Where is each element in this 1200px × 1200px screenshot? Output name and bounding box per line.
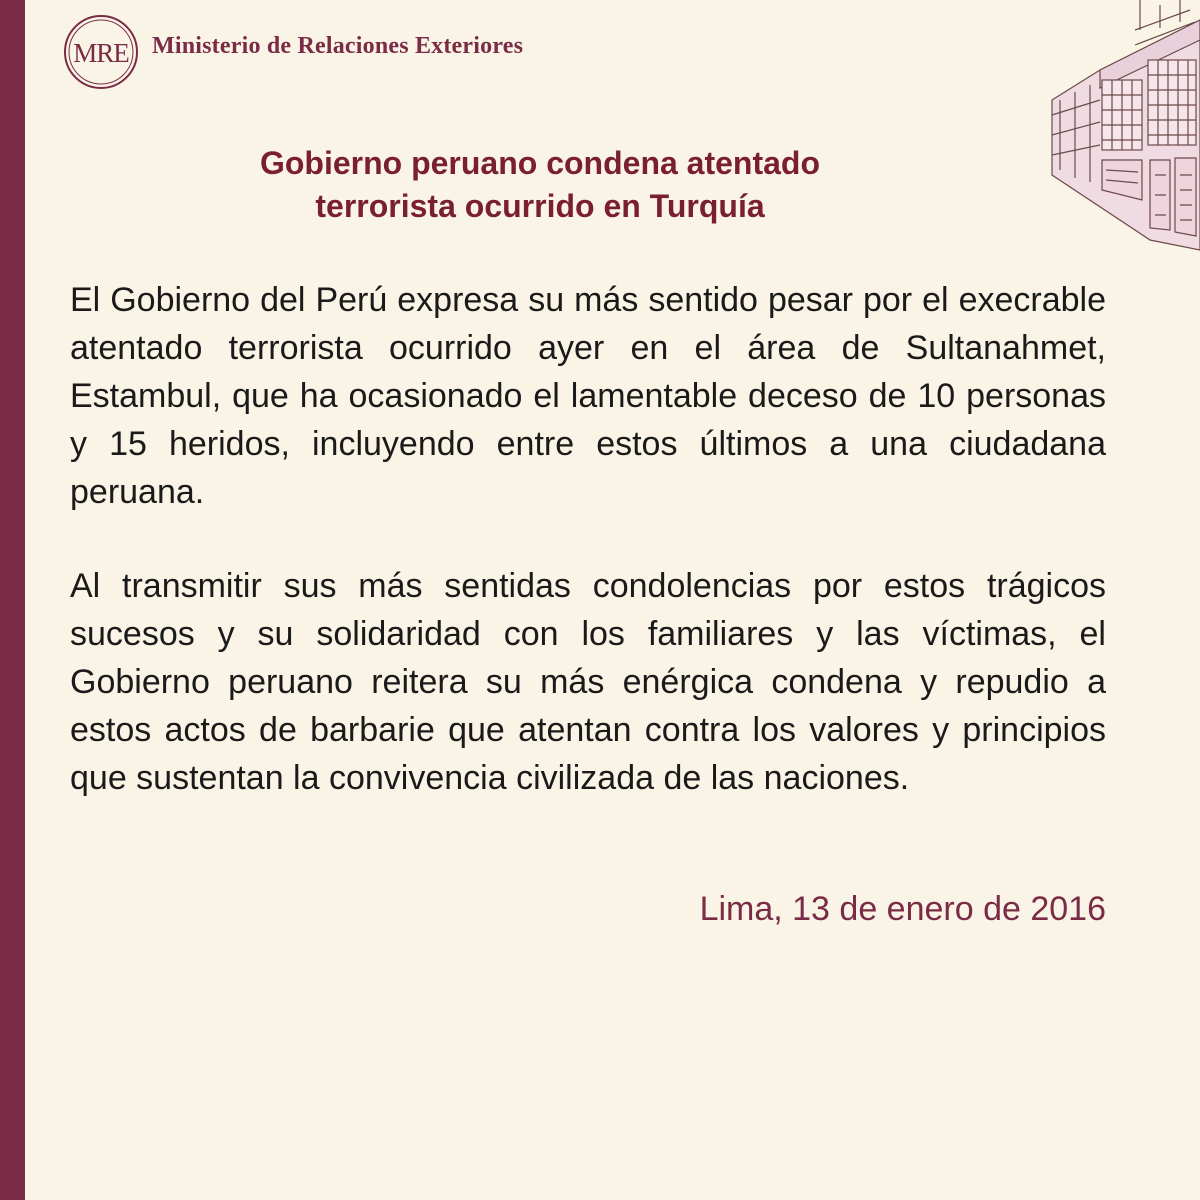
- body-paragraph-1: El Gobierno del Perú expresa su más sentido pesar por el execrable atentado terrorista ocurrido ayer en el área de Sultanahmet, Estambul, que ha ocasionado el lamentable deceso de 10 personas y 15 heridos, incluyendo entre estos últimos a una ciudadana peruana.: [70, 281, 1106, 511]
- organization-name: Ministerio de Relaciones Exteriores: [152, 33, 524, 59]
- page-title: [120, 142, 960, 228]
- logo-text: MRE: [73, 38, 129, 68]
- body-paragraph-2: Al transmitir sus más sentidas condolencias por estos trágicos sucesos y su solidaridad con los familiares y las víctimas, el Gobierno peruano reitera su más enérgica condena y repudio a estos actos de barbarie que atentan contra los valores y principios que sustentan la convivencia civilizada de las naciones.: [70, 567, 1106, 797]
- title-line-2: terrorista ocurrido en Turquía: [315, 188, 765, 224]
- side-accent-bar: [0, 0, 25, 1200]
- title-line-1: Gobierno peruano condena atentado: [259, 145, 821, 181]
- place-and-date: Lima, 13 de enero de 2016: [699, 890, 1106, 928]
- mre-seal-icon: [62, 13, 140, 91]
- colonial-balcony-building-illustration: [1040, 0, 1200, 260]
